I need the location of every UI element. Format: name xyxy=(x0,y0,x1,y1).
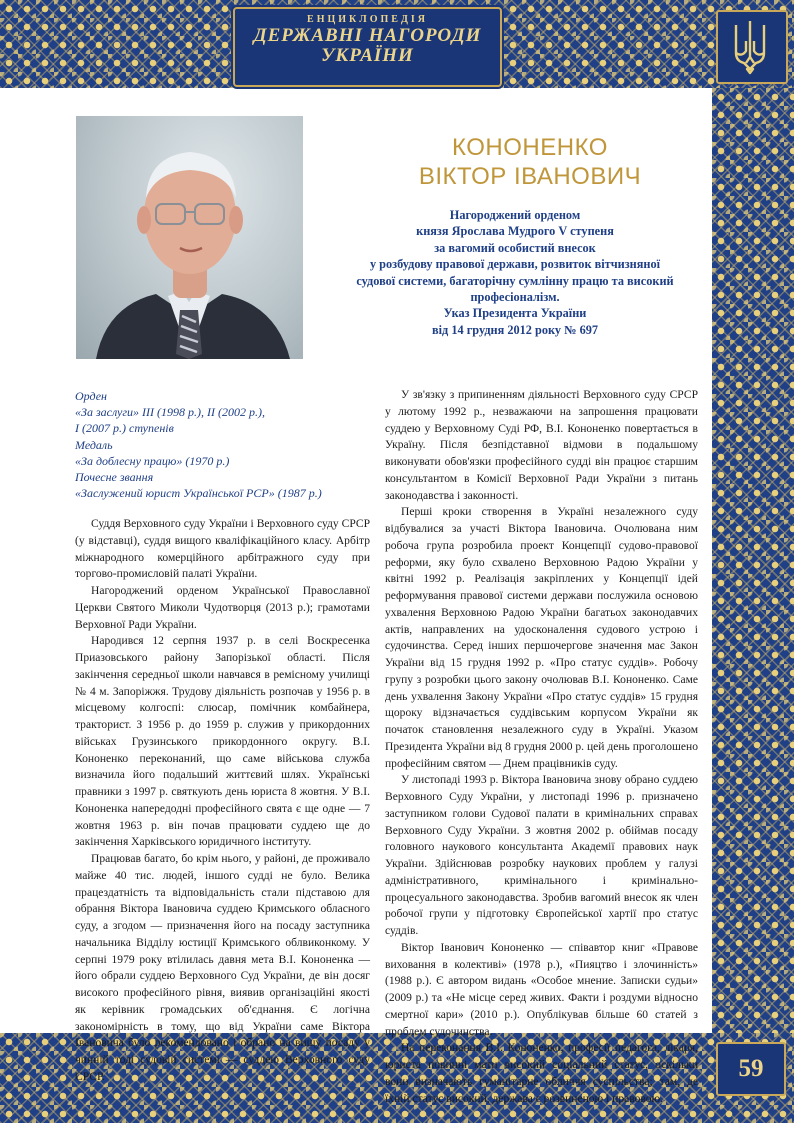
encyclopedia-title-line2: УКРАЇНИ xyxy=(321,45,414,66)
awards-list-item: Почесне звання xyxy=(75,470,154,485)
awards-list-item: «За заслуги» III (1998 р.), II (2002 р.), xyxy=(75,405,265,420)
body-paragraph: Працював багато, бо крім нього, у районі, де проживало майже 40 тис. людей, іншого судді не було. Велика працездатність та відповідальність стали підставою для обрання Віктора Івановича суддею Кримського обласного суду, а згодом — призначення його на посаду заступника начальника Відділу юстиції Кримського облвиконкому. У серпні 1979 року втілилась давня мета В.І. Кононенка — його обрали суддею Верховного Суд України, де він досяг високого професійного рівня, виявив організаційні якості як керівник громадських об'єднання. Є логічна закономірність в тому, що від України саме Віктора Івановича було рекомендовано і обрано на вищу посаду у чинній тоді судовій системі — суддею Верховного суду СРСР. xyxy=(75,853,370,1083)
awards-list-item: Орден xyxy=(75,389,108,403)
body-paragraph: У зв'язку з припиненням діяльності Верховного суду СРСР у лютому 1992 р., незважаючи на запрошення працювати суддею у Верховному Суді РФ, В.І. Кононенко повертається в Україну. Після безпідставної відмови в подальшому виконувати обов'язки професійного судді він працює старшим консультантом в Комісії Верховної Ради України з питань законодавства і законності. xyxy=(385,389,698,502)
citation-line: Нагороджений орденом xyxy=(449,208,581,222)
body-paragraph: Народився 12 серпня 1937 р. в селі Воскресенка Приазовського району Запорізької області. Після закінчення середньої школи навчався в ремісному училищі № 4 м. Запоріжжя. Трудову діяльність розпочав у 1956 р. в місцевому колгоспі: слюсар, помічник комбайнера, тракторист. З 1956 р. до 1959 р. служив у прикордонних військах Грузинського прикордонного округу. В.І. Кононенко переконаний, що саме військова служба визначила його подальший життєвий шлях. Українські правники з 1997 р. святкують день юриста 8 жовтня. У В.І. Кононенка напередодні професійного свята є ще одне — 7 жовтня 1963 р. він почав працювати суддею ще до закінчення Харківського юридичного інституту. xyxy=(75,635,370,849)
citation-line: Указ Президента України xyxy=(443,306,587,321)
biography-right-column xyxy=(385,387,698,1107)
citation-line: судової системи, багаторічну сумлінну працю та високий xyxy=(356,273,674,288)
surname: КОНОНЕНКО xyxy=(452,134,608,161)
body-paragraph: На переконання В.І. Кононенко, професії педагога, лікаря, юриста повинні мати високий соціальний статус, оскільки вони визначають гуманітарне обличчя суспільства; там, де їхній статус високий, держава є розвиненою і правовою. xyxy=(385,1042,698,1105)
awards-list xyxy=(75,388,375,501)
body-paragraph: Перші кроки створення в Україні незалежного суду відбувалися за участі Віктора Івановича. Очолювана ним робоча група розробила проект Концепції судово-правової реформи, яку було схвалено Верховною Радою України у квітні 1992 р. Реалізація закріплених у Концепції ідей реформування правової системи держави послужила основою ухвалення Верховною Радою України багатьох законодавчих актів, направлених на удосконалення судового устрою і судочинства. Серед інших першочергове значення має Закон України від 15 грудня 1992 р. «Про статус суддів». Робочу групу з розробки цього закону очолював В.І. Кононенко. Саме день ухвалення Закону України «Про статус суддів» 15 грудня щороку відзначається суддівським корпусом України як початок становлення незалежного суду в Україні. Указом Президента України від 8 грудня 2000 р. цей день проголошено професійним святом — Днем працівників суду. xyxy=(385,506,698,770)
citation-line: у розбудову правової держави, розвиток вітчизняної xyxy=(369,257,661,272)
award-citation xyxy=(330,207,700,338)
portrait-photo xyxy=(76,116,303,359)
awards-list-item: «За доблесну працю» (1970 р.) xyxy=(75,453,230,468)
body-paragraph: Нагороджений орденом Української Православної Церкви Святого Миколи Чудотворця (2013 р.); грамотами Верховної Ради України. xyxy=(75,585,370,631)
awards-list-item: «Заслужений юрист Української РСР» (1987 р.) xyxy=(75,486,322,501)
awards-list-item: Медаль xyxy=(75,437,113,452)
given-names: ВІКТОР ІВАНОВИЧ xyxy=(418,163,642,190)
biography-left-column xyxy=(75,516,370,1086)
encyclopedia-title-band xyxy=(233,7,502,87)
page-title xyxy=(375,133,685,191)
page-number: 59 xyxy=(716,1042,786,1096)
awards-list-item: I (2007 р.) ступенів xyxy=(75,421,174,436)
ornament-right-border xyxy=(712,88,794,1123)
body-paragraph: Суддя Верховного суду України і Верховного суду СРСР (у відставці), суддя вищого кваліфікаційного класу. Арбітр міжнародного комерційного арбітражного суду при торгово-промисловій палаті України. xyxy=(75,518,370,581)
citation-line: від 14 грудня 2012 року № 697 xyxy=(431,322,599,337)
citation-line: професіоналізм. xyxy=(470,290,560,305)
trident-icon xyxy=(730,17,770,75)
citation-line: за вагомий особистий внесок xyxy=(434,240,596,255)
encyclopedia-title-line1: ДЕРЖАВНІ НАГОРОДИ xyxy=(253,25,482,46)
body-paragraph: У листопаді 1993 р. Віктора Івановича знову обрано суддею Верховного Суду України, у листопаді 1996 р. призначено заступником голови Судової палати в кримінальних справах Верховного Суду України. З жовтня 2002 р. обіймав посаду головного наукового консультанта Академії правових наук України. Здійснював розробку наукових проблем у галузі адміністративного, кримінального і кримінально-процесуального законодавства. Зробив вагомий внесок як член робочої групи у підготовку Європейської хартії про статус суддів. xyxy=(385,774,698,937)
portrait-illustration xyxy=(76,116,303,359)
body-paragraph: Віктор Іванович Кононенко — співавтор книг «Правове виховання в колективі» (1978 р.), «Пияцтво і злочинність» (1988 р.). Є автором видань «Особое мнение. Записки судьи» (2009 р.) та «Не місце серед живих. Факти і роздуми відносно смертної кари» (2010 р.). Опублікував більше 60 статей з проблем судочинства. xyxy=(385,941,698,1038)
citation-line: князя Ярослава Мудрого V ступеня xyxy=(416,224,614,239)
encyclopedia-label: ЕНЦИКЛОПЕДІЯ xyxy=(307,14,428,25)
emblem-box xyxy=(716,10,788,84)
